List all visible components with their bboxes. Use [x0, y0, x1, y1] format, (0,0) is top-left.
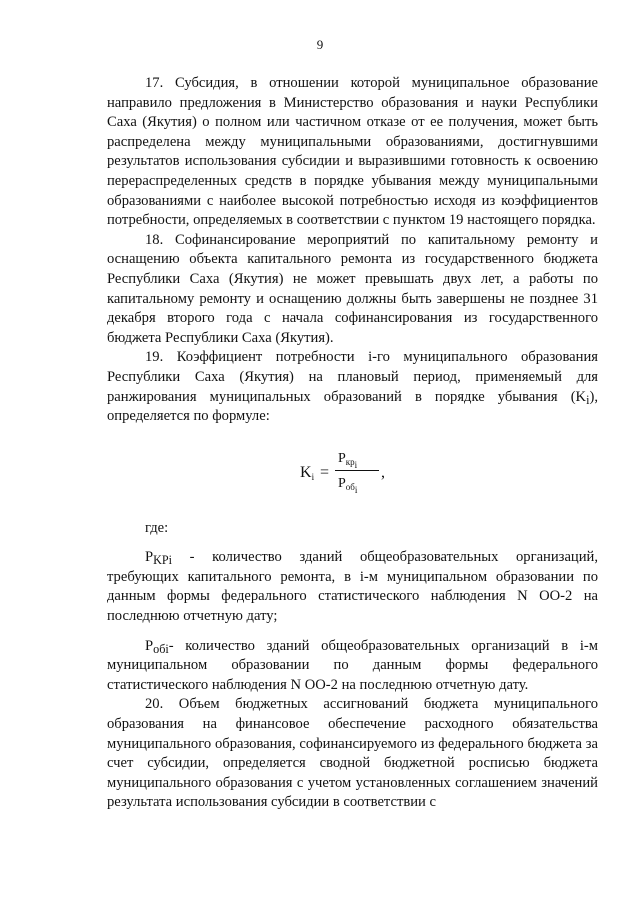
paragraph-19	[107, 348, 598, 426]
paragraph-19-text: 19. Коэффициент потребности i-го муниципального образования Республики Саха (Якутия) на плановый период, применяемый для ранжирования муниципальных образований в порядке убывания (K	[107, 349, 598, 405]
paragraph-17: 17. Субсидия, в отношении которой муниципальное образование направило предложения в Министерство образования и науки Республики Саха (Якутия) о полном или частичном отказе от ее получения, может быть распределена между муниципальными образованиями, достигнувшими результатов использования субсидии и выразившими готовность к освоению перераспределенных средств в порядке убывания между муниципальными образованиями с наиболее высокой потребностью исходя из коэффициентов потребности, определяемых в соответствии с пунктом 19 настоящего порядка.	[107, 75, 598, 229]
formula-numerator	[338, 449, 357, 469]
formula-num-sub-i: i	[354, 459, 358, 470]
document-body	[107, 74, 598, 813]
where-label: где:	[145, 519, 169, 536]
formula	[107, 443, 598, 507]
formula-lhs	[300, 463, 314, 483]
paragraph-19-end: ), определяется по формуле:	[107, 388, 598, 425]
definition-pob-sub: обi	[153, 641, 169, 656]
definition-pob-var: P	[145, 637, 154, 654]
formula-num-sub	[345, 456, 358, 470]
formula-den-sub	[345, 481, 358, 495]
formula-num-var: P	[338, 450, 346, 466]
definition-pkr-text: - количество зданий общеобразовательных организаций, требующих капитального ремонта, в i-м муниципальном образовании по данным формы федерального статистического наблюдения N ОО-2 на последнюю отчетную дату;	[107, 549, 598, 625]
formula-denominator	[338, 474, 357, 494]
definition-pkr-var: P	[145, 549, 154, 566]
formula-den-sub-text: об	[345, 481, 355, 492]
paragraph-18: 18. Софинансирование мероприятий по капитальному ремонту и оснащению объекта капитального ремонта из государственного бюджета Республики Саха (Якутия) не может превышать двух лет, а работы по капитальному ремонту и оснащению должны быть завершены не позднее 31 декабря второго года с начала софинансирования из государственного бюджета Республики Саха (Якутия).	[107, 231, 598, 346]
fraction-bar	[335, 470, 379, 471]
paragraph-19-subscript: i	[586, 392, 590, 407]
formula-equals: =	[320, 463, 330, 481]
definition-pob	[107, 637, 598, 696]
paragraph-20: 20. Объем бюджетных ассигнований бюджета муниципального образования на финансовое обеспечение расходного обязательства муниципального образования, софинансируемого из федерального бюджета за счет субсидии, определяется сводной бюджетной росписью бюджета муниципального образования с учетом установленных соглашением значений результата использования субсидии в соответствии с	[107, 696, 598, 811]
formula-den-sub-i: i	[354, 484, 358, 495]
definition-pkr-sub: KPi	[153, 553, 173, 568]
formula-den-var: P	[338, 475, 346, 491]
formula-num-sub-text: кр	[345, 456, 355, 467]
formula-lhs-sub: i	[311, 471, 315, 482]
formula-comma: ,	[381, 463, 385, 481]
page-number: 9	[316, 37, 324, 52]
definition-pkr	[107, 548, 598, 626]
formula-lhs-var: K	[300, 463, 312, 481]
definition-pob-text: - количество зданий общеобразовательных организаций в i-м муниципальном образовании по данным формы федерального статистического наблюдения N ОО-2 на последнюю отчетную дату.	[107, 637, 598, 693]
